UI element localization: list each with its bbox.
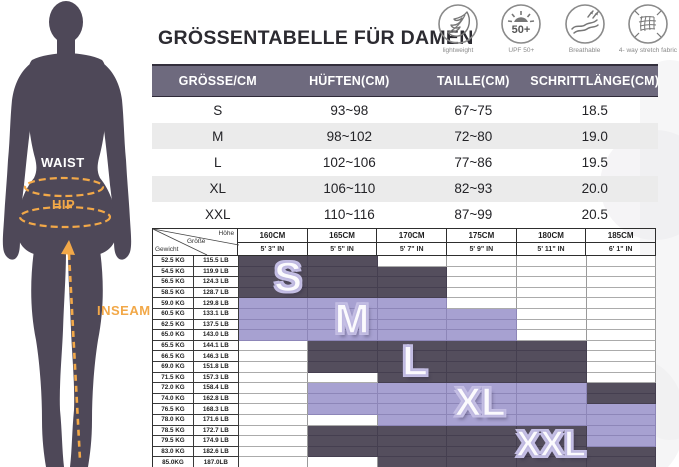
matrix-cell-size-xxl <box>517 447 587 458</box>
matrix-cell-size-m <box>447 309 517 320</box>
matrix-cell-size-xxl <box>308 436 378 447</box>
matrix-row <box>153 373 656 384</box>
matrix-cell-size-m <box>378 320 448 331</box>
table-cell: 67~75 <box>454 102 493 118</box>
matrix-cell-size-l <box>378 341 448 352</box>
weight-lb-cell: 129.8 LB <box>194 298 239 309</box>
matrix-cell-empty <box>239 436 309 447</box>
weight-lb-cell: 137.5 LB <box>194 320 239 331</box>
table-cell: XL <box>209 181 227 197</box>
corner-cell <box>153 229 238 256</box>
matrix-cell-empty <box>447 277 517 288</box>
matrix-cell-empty <box>308 457 378 467</box>
weight-lb-cell: 144.1 LB <box>194 341 239 352</box>
lightweight-icon <box>437 3 479 45</box>
matrix-cell-empty <box>587 320 657 331</box>
matrix-cell-size-xxl <box>308 447 378 458</box>
table-cell: L <box>214 154 222 170</box>
matrix-row <box>153 288 656 299</box>
matrix-row <box>153 404 656 415</box>
weight-kg-cell: 79.5 KG <box>153 436 194 447</box>
weight-lb-cell: 124.3 LB <box>194 277 239 288</box>
matrix-cell-size-xl <box>447 415 517 426</box>
matrix-cell-empty <box>239 426 309 437</box>
table-cell: 72~80 <box>454 128 493 144</box>
matrix-cell-size-xl <box>308 394 378 405</box>
matrix-cell-size-l <box>378 362 448 373</box>
table-cell: 77~86 <box>454 154 493 170</box>
weight-kg-cell: 83.0 KG <box>153 447 194 458</box>
height-inch-label: 5' 5" IN <box>330 245 354 253</box>
weight-lb-cell: 157.3 LB <box>194 373 239 384</box>
size-table <box>152 64 658 228</box>
table-cell: M <box>212 128 224 144</box>
matrix-cell-size-xl <box>517 394 587 405</box>
height-column-header <box>517 229 587 256</box>
table-cell: S <box>213 102 223 118</box>
size-band-label-s: S <box>273 253 303 300</box>
size-band-label-l: L <box>402 337 428 384</box>
matrix-cell-size-xxl <box>447 457 517 467</box>
matrix-cell-empty <box>517 277 587 288</box>
matrix-cell-empty <box>308 373 378 384</box>
height-inch-label: 5' 7" IN <box>399 245 424 253</box>
matrix-row <box>153 320 656 331</box>
weight-lb-cell: 182.6 LB <box>194 447 239 458</box>
matrix-cell-size-l <box>308 341 378 352</box>
matrix-cell-size-l <box>517 373 587 384</box>
matrix-cell-empty <box>517 320 587 331</box>
weight-kg-cell: 78.5 KG <box>153 426 194 437</box>
matrix-cell-size-xxl <box>378 426 448 437</box>
height-inch-label: 5' 11" IN <box>537 245 565 253</box>
matrix-cell-empty <box>517 298 587 309</box>
matrix-cell-size-xxl <box>517 457 587 467</box>
height-inch-label: 5' 3" IN <box>260 245 285 253</box>
matrix-cell-empty <box>587 351 657 362</box>
height-cm-label: 170CM <box>377 229 446 243</box>
hoehe-label: Höhe <box>218 230 235 237</box>
stretch-fabric-icon <box>627 3 669 45</box>
matrix-cell-empty <box>239 415 309 426</box>
weight-kg-cell: 72.0 KG <box>153 383 194 394</box>
gewicht-label: Gewicht <box>155 246 179 253</box>
inseam-label: INSEAM <box>97 303 151 318</box>
matrix-cell-empty <box>447 288 517 299</box>
matrix-cell-empty <box>239 373 309 384</box>
matrix-cell-size-s <box>308 288 378 299</box>
weight-lb-cell: 162.8 LB <box>194 394 239 405</box>
weight-lb-cell: 174.9 LB <box>194 436 239 447</box>
matrix-cell-empty <box>587 277 657 288</box>
column-header: HÜFTEN(CM) <box>309 74 390 88</box>
matrix-cell-size-m <box>378 330 448 341</box>
matrix-row <box>153 426 656 437</box>
matrix-cell-size-l <box>447 373 517 384</box>
matrix-cell-size-s <box>239 267 309 278</box>
table-cell: 110~116 <box>323 207 375 223</box>
matrix-cell-size-xl <box>308 404 378 415</box>
weight-kg-cell: 60.5 KG <box>153 309 194 320</box>
table-cell: 87~99 <box>454 207 493 223</box>
matrix-row <box>153 457 656 467</box>
matrix-row <box>153 330 656 341</box>
matrix-cell-empty <box>587 341 657 352</box>
height-cm-label: 185CM <box>586 229 655 243</box>
groesse-label: Größe <box>187 238 206 245</box>
matrix-cell-size-xxl <box>378 457 448 467</box>
matrix-cell-size-xl <box>447 383 517 394</box>
size-table-header <box>152 64 658 97</box>
weight-lb-cell: 187.0LB <box>194 457 239 467</box>
feature-breathable <box>555 3 615 54</box>
feature-label: Breathable <box>568 47 601 54</box>
matrix-cell-size-xxl <box>587 457 657 467</box>
height-inch-label: 5' 9" IN <box>469 245 494 253</box>
matrix-cell-empty <box>239 351 309 362</box>
matrix-cell-size-xl <box>308 383 378 394</box>
matrix-row <box>153 447 656 458</box>
matrix-cell-empty <box>239 383 309 394</box>
weight-kg-cell: 85.0KG <box>153 457 194 467</box>
weight-kg-cell: 65.0 KG <box>153 330 194 341</box>
weight-lb-cell: 143.0 LB <box>194 330 239 341</box>
matrix-row <box>153 267 656 278</box>
weight-lb-cell: 146.3 LB <box>194 351 239 362</box>
matrix-cell-size-l <box>587 383 657 394</box>
matrix-cell-size-m <box>447 330 517 341</box>
matrix-cell-size-xxl <box>517 426 587 437</box>
matrix-cell-empty <box>517 267 587 278</box>
table-cell: 98~102 <box>326 128 373 144</box>
matrix-cell-empty <box>308 415 378 426</box>
weight-kg-cell: 65.5 KG <box>153 341 194 352</box>
matrix-cell-size-m <box>447 320 517 331</box>
matrix-header <box>153 229 656 256</box>
table-cell: 19.5 <box>581 154 608 170</box>
weight-lb-cell: 151.8 LB <box>194 362 239 373</box>
weight-lb-cell: 115.5 LB <box>194 256 239 267</box>
matrix-cell-size-s <box>239 288 309 299</box>
matrix-cell-size-m <box>239 320 309 331</box>
waist-label: WAIST <box>41 155 85 170</box>
matrix-cell-size-xxl <box>308 426 378 437</box>
matrix-cell-size-xl <box>517 383 587 394</box>
matrix-cell-size-xl <box>378 383 448 394</box>
table-row <box>152 97 658 123</box>
matrix-cell-size-xl <box>447 394 517 405</box>
matrix-cell-empty <box>447 267 517 278</box>
matrix-cell-size-xl <box>587 415 657 426</box>
matrix-cell-size-xl <box>447 404 517 415</box>
matrix-cell-empty <box>239 341 309 352</box>
weight-kg-cell: 58.5 KG <box>153 288 194 299</box>
matrix-cell-size-m <box>239 309 309 320</box>
column-header: GRÖSSE/CM <box>178 74 257 88</box>
matrix-cell-size-l <box>517 362 587 373</box>
matrix-cell-size-l <box>447 341 517 352</box>
matrix-cell-size-s <box>308 256 378 267</box>
matrix-cell-size-l <box>378 373 448 384</box>
matrix-cell-empty <box>587 288 657 299</box>
hip-label: HIP <box>52 197 76 212</box>
matrix-cell-empty <box>587 309 657 320</box>
height-inch-label: 6' 1" IN <box>608 245 633 253</box>
weight-kg-cell: 69.0 KG <box>153 362 194 373</box>
matrix-cell-size-m <box>239 298 309 309</box>
matrix-row <box>153 436 656 447</box>
matrix-cell-size-xxl <box>517 436 587 447</box>
matrix-row <box>153 351 656 362</box>
matrix-cell-empty <box>239 404 309 415</box>
height-cm-label: 180CM <box>517 229 586 243</box>
matrix-cell-size-s <box>308 277 378 288</box>
matrix-cell-size-l <box>447 351 517 362</box>
matrix-cell-empty <box>239 394 309 405</box>
height-column-header <box>447 229 517 256</box>
column-header: TAILLE(CM) <box>436 74 510 88</box>
table-cell: 93~98 <box>330 102 369 118</box>
weight-kg-cell: 54.5 KG <box>153 267 194 278</box>
matrix-cell-empty <box>239 457 309 467</box>
matrix-cell-empty <box>517 309 587 320</box>
feature-label: 4- way stretch fabric <box>618 47 678 54</box>
matrix-cell-size-xl <box>517 415 587 426</box>
matrix-cell-size-s <box>378 288 448 299</box>
table-row <box>152 123 658 149</box>
weight-kg-cell: 74.0 KG <box>153 394 194 405</box>
size-band-label-xxl: XXL <box>515 423 587 464</box>
weight-kg-cell: 71.5 KG <box>153 373 194 384</box>
weight-lb-cell: 172.7 LB <box>194 426 239 437</box>
table-cell: XXL <box>205 207 231 223</box>
weight-lb-cell: 133.1 LB <box>194 309 239 320</box>
matrix-cell-size-xxl <box>447 426 517 437</box>
table-cell: 102~106 <box>322 154 376 170</box>
height-column-header <box>586 229 656 256</box>
height-cm-label: 160CM <box>238 229 307 243</box>
feature-label: UPF 50+ <box>508 47 535 54</box>
matrix-cell-size-m <box>239 330 309 341</box>
matrix-cell-size-xxl <box>447 436 517 447</box>
matrix-cell-size-xl <box>378 415 448 426</box>
table-cell: 82~93 <box>454 181 493 197</box>
page-title: GRÖSSENTABELLE FÜR DAMEN <box>158 27 474 49</box>
weight-kg-cell: 52.5 KG <box>153 256 194 267</box>
table-row <box>152 176 658 202</box>
table-row <box>152 202 658 228</box>
matrix-cell-size-s <box>308 267 378 278</box>
matrix-cell-size-m <box>378 298 448 309</box>
table-cell: 18.5 <box>581 102 608 118</box>
matrix-cell-empty <box>587 298 657 309</box>
matrix-cell-size-l <box>517 351 587 362</box>
matrix-cell-size-xxl <box>587 447 657 458</box>
size-band-label-xl: XL <box>454 380 506 425</box>
matrix-row <box>153 309 656 320</box>
height-column-header <box>238 229 308 256</box>
table-cell: 20.5 <box>581 207 608 223</box>
table-cell: 19.0 <box>581 128 608 144</box>
height-weight-matrix <box>152 228 656 467</box>
matrix-cell-empty <box>239 362 309 373</box>
matrix-cell-size-s <box>378 277 448 288</box>
body-measurement-diagram <box>0 0 155 467</box>
weight-kg-cell: 78.0 KG <box>153 415 194 426</box>
size-band-label-m: M <box>334 295 370 342</box>
matrix-cell-empty <box>517 256 587 267</box>
svg-text:50+: 50+ <box>511 24 531 36</box>
breathable-icon <box>564 3 606 45</box>
matrix-cell-size-l <box>308 362 378 373</box>
matrix-cell-size-s <box>378 267 448 278</box>
matrix-cell-empty <box>378 256 448 267</box>
matrix-cell-empty <box>587 330 657 341</box>
weight-lb-cell: 158.4 LB <box>194 383 239 394</box>
matrix-row <box>153 383 656 394</box>
matrix-cell-size-xxl <box>378 447 448 458</box>
feature-upf50 <box>491 3 551 54</box>
matrix-cell-empty <box>517 288 587 299</box>
feature-label: lightweight <box>442 47 474 54</box>
matrix-cell-size-xl <box>378 394 448 405</box>
matrix-cell-empty <box>447 298 517 309</box>
matrix-cell-empty <box>587 373 657 384</box>
matrix-cell-empty <box>587 267 657 278</box>
height-cm-label: 175CM <box>447 229 516 243</box>
size-table-rows <box>152 97 658 228</box>
matrix-cell-size-m <box>378 309 448 320</box>
weight-lb-cell: 119.9 LB <box>194 267 239 278</box>
matrix-cell-size-l <box>447 362 517 373</box>
feature-lightweight <box>428 3 488 54</box>
matrix-row <box>153 394 656 405</box>
matrix-cell-empty <box>587 362 657 373</box>
weight-kg-cell: 56.5 KG <box>153 277 194 288</box>
matrix-cell-size-s <box>239 256 309 267</box>
weight-kg-cell: 76.5 KG <box>153 404 194 415</box>
matrix-cell-size-xl <box>378 404 448 415</box>
matrix-cell-size-xxl <box>447 447 517 458</box>
matrix-row <box>153 415 656 426</box>
matrix-cell-empty <box>517 330 587 341</box>
feature-stretch <box>618 3 678 54</box>
weight-lb-cell: 168.3 LB <box>194 404 239 415</box>
matrix-cell-size-xl <box>587 404 657 415</box>
table-row <box>152 149 658 175</box>
column-header: SCHRITTLÄNGE(CM) <box>530 74 660 88</box>
feature-icons-row <box>428 3 678 54</box>
weight-lb-cell: 128.7 LB <box>194 288 239 299</box>
matrix-cell-size-m <box>308 330 378 341</box>
matrix-cell-empty <box>587 256 657 267</box>
matrix-cell-size-l <box>517 341 587 352</box>
height-column-header <box>308 229 378 256</box>
matrix-cell-size-xl <box>587 436 657 447</box>
height-cm-label: 165CM <box>308 229 377 243</box>
matrix-cell-empty <box>447 256 517 267</box>
matrix-cell-size-l <box>308 351 378 362</box>
matrix-row <box>153 298 656 309</box>
height-columns <box>238 229 656 256</box>
matrix-cell-size-xl <box>517 404 587 415</box>
table-cell: 20.0 <box>581 181 608 197</box>
matrix-cell-empty <box>239 447 309 458</box>
matrix-cell-size-l <box>378 351 448 362</box>
matrix-cell-size-m <box>308 309 378 320</box>
matrix-cell-size-m <box>308 298 378 309</box>
matrix-cell-size-m <box>308 320 378 331</box>
weight-kg-cell: 59.0 KG <box>153 298 194 309</box>
height-column-header <box>377 229 447 256</box>
upf-50-icon <box>500 3 542 45</box>
matrix-row <box>153 277 656 288</box>
matrix-cell-size-l <box>587 394 657 405</box>
matrix-cell-size-s <box>239 277 309 288</box>
matrix-cell-size-xxl <box>378 436 448 447</box>
matrix-row <box>153 362 656 373</box>
weight-lb-cell: 171.6 LB <box>194 415 239 426</box>
matrix-row <box>153 256 656 267</box>
matrix-cell-size-xl <box>587 426 657 437</box>
matrix-row <box>153 341 656 352</box>
weight-kg-cell: 62.5 KG <box>153 320 194 331</box>
table-cell: 106~110 <box>323 181 376 197</box>
weight-kg-cell: 66.5 KG <box>153 351 194 362</box>
matrix-rows <box>153 256 656 467</box>
